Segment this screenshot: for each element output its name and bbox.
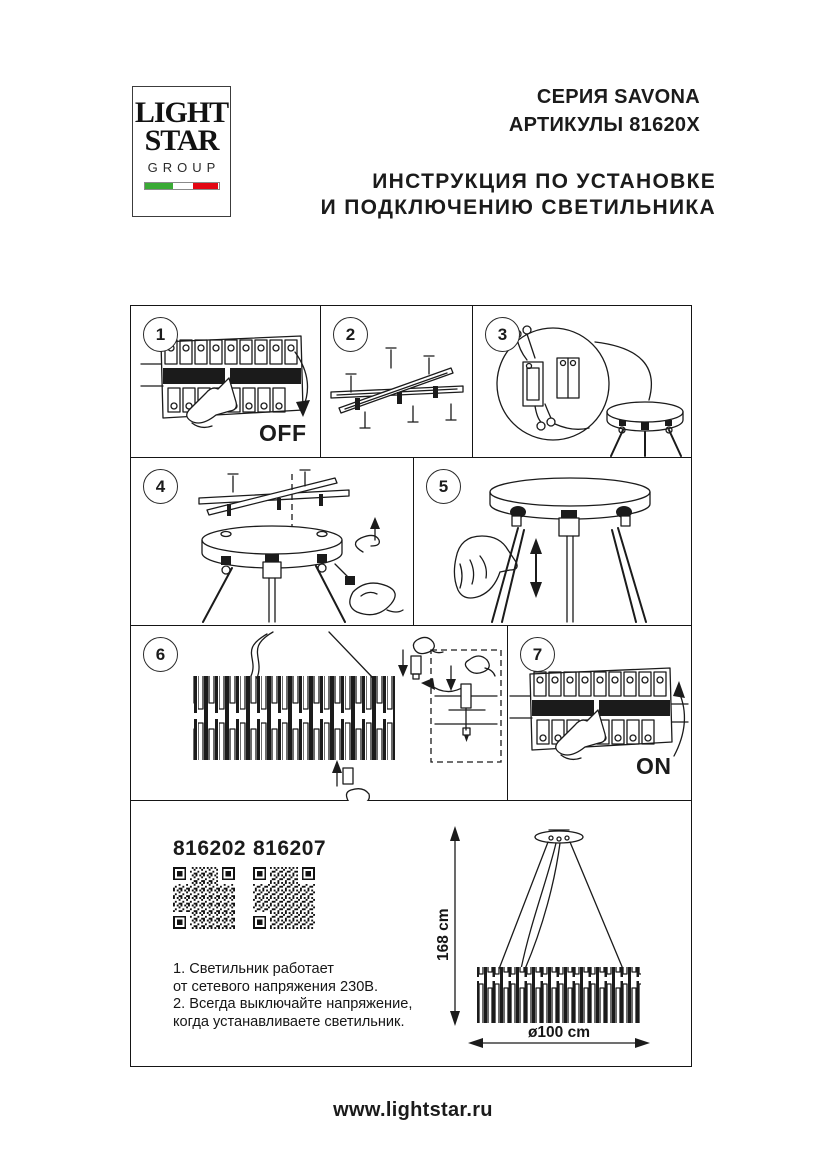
lamp-insert-bottom-icon [332,760,369,804]
series-title: СЕРИЯ SAVONA [536,86,700,108]
lamp-install-illustration [135,632,504,797]
suspension-wires [251,632,373,678]
lamp-detail-inset [431,650,501,762]
note-line: 2. Всегда выключайте напряжение, [173,996,413,1013]
canopy-mounting-illustration [137,468,408,622]
logo-word-light: LIGHT [134,96,229,129]
canopy-icon [607,402,683,456]
articles-title: АРТИКУЛЫ 81620X [508,114,700,136]
step-number-badge: 6 [143,637,178,672]
lightstar-logo [132,86,231,217]
header-instruction-title [321,169,716,221]
chandelier-fringe [193,676,395,760]
lamp-insert-top-icon [398,637,443,679]
step-panel-7 [508,626,691,801]
hand-icon [350,583,403,615]
on-label: ON [636,753,672,779]
step-number-badge: 3 [485,317,520,352]
step-panel-5 [414,458,691,626]
flag-green [145,183,173,189]
qr-code [253,867,315,929]
hook-arrow-icon [355,517,380,552]
info-panel [131,801,691,1066]
footer-url: www.lightstar.ru [333,1099,493,1121]
dim-height-label: 168 cm [435,908,452,961]
height-dimension [435,826,460,1026]
article-code: 816202 [173,837,247,860]
flag-red [193,183,218,189]
flag-white [173,183,194,189]
note-line: 1. Светильник работает [173,961,334,977]
note-line: от сетевого напряжения 230В. [173,978,379,995]
step-panel-2 [321,306,473,458]
step-panel-1 [131,306,321,458]
note-line: когда устанавливаете светильник. [173,1013,405,1030]
step-number-badge: 7 [520,637,555,672]
step-number-badge: 5 [426,469,461,504]
qr-code [173,867,235,929]
logo-word-group: GROUP [147,160,221,175]
italian-flag-bar [144,182,220,190]
dimension-drawing [431,811,683,1059]
instruction-title-line2: И ПОДКЛЮЧЕНИЮ СВЕТИЛЬНИКА [320,196,716,219]
pendant-lamp-drawing [477,830,641,1023]
instruction-title-line1: ИНСТРУКЦИЯ ПО УСТАНОВКЕ [372,170,716,193]
step-number-badge: 1 [143,317,178,352]
step-panel-6 [131,626,508,801]
article-code: 816207 [253,837,327,860]
off-label: OFF [259,420,307,446]
logo-word-star: STAR [144,124,219,157]
header-series-block [509,83,700,139]
dim-diameter-label: ø100 cm [527,1024,591,1041]
step-number-badge: 2 [333,317,368,352]
instruction-grid [130,305,692,1067]
rotate-up-arrow-icon [674,692,684,756]
safety-notes [173,961,448,1031]
diameter-dimension [468,1024,650,1048]
step-number-badge: 4 [143,469,178,504]
up-down-arrow-icon [530,538,542,598]
step-panel-3 [473,306,691,458]
step-panel-4 [131,458,414,626]
